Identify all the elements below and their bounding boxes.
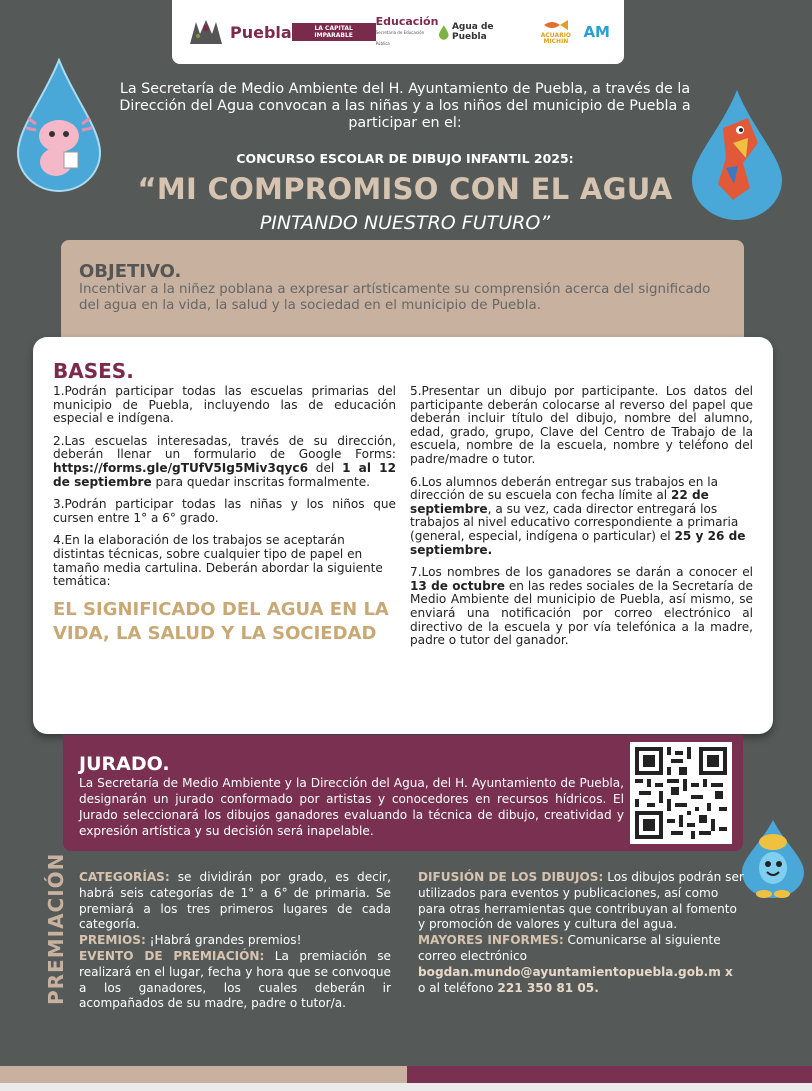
axolotl-water-drop-icon <box>14 58 104 193</box>
slogan-line-1: “MI COMPROMISO CON EL AGUA <box>137 172 673 206</box>
premiacion-vertical-title: PREMIACIÓN <box>44 852 68 1005</box>
contact-email[interactable]: bogdan.mundo@ayuntamientopuebla.gob.m x <box>418 964 733 979</box>
bases-item-7: 7.Los nombres de los ganadores se darán a conocer el 13 de octubre en las redes sociales de la Secretaría de Medio Ambiente del municipio de Puebla, así mismo, se enviará una notificación por correo electrónico al directivo de la escuela y por vía telefónica a la madre, padre o tutor del ganador. <box>410 565 753 648</box>
footer-wine-bar <box>407 1066 812 1083</box>
footer-light-strip <box>0 1083 812 1091</box>
acuario-logo <box>528 19 583 45</box>
bases-title: BASES. <box>53 359 134 383</box>
tema-heading: EL SIGNIFICADO DEL AGUA EN LA VIDA, LA SALUD Y LA SOCIEDAD <box>53 598 389 644</box>
qr-code[interactable] <box>630 742 732 844</box>
bases-item-1: 1.Podrán participar todas las escuelas primarias del municipio de Puebla, incluyendo las de educación especial e indígena. <box>53 384 396 426</box>
intro-text: La Secretaría de Medio Ambiente del H. Ayuntamiento de Puebla, a través de la Dirección del Agua convocan a las niñas y a los niños del municipio de Puebla a participar en el: <box>119 81 691 131</box>
objetivo-section <box>61 240 744 350</box>
slogan-line-2: PINTANDO NUESTRO FUTURO” <box>259 212 551 234</box>
acuario-fish-icon <box>542 19 570 31</box>
premios-paragraph: PREMIOS: ¡Habrá grandes premios! <box>79 933 302 948</box>
agua-de-puebla-logo <box>438 22 528 42</box>
drop-character-icon <box>736 818 810 900</box>
bases-item-5: 5.Presentar un dibujo por participante. Los datos del participante deberán colocarse al reverso del papel que deberán incluir título del dibujo, nombre del alumno, edad, grado, grupo, Clave del Centro de Trabajo de la escuela, nombre de la escuela, nombre y teléfono del padre/madre o tutor. <box>410 384 753 466</box>
contact-phone[interactable]: 221 350 81 05. <box>497 980 599 995</box>
educacion-logo <box>376 16 439 49</box>
informes-paragraph: MAYORES INFORMES: Comunicarse al siguiente correo electrónico bogdan.mundo@ayuntamientopuebla.gob.m x o al teléfono 221 350 81 05. <box>418 933 733 995</box>
puebla-logo <box>186 18 292 46</box>
google-forms-link[interactable]: https://forms.gle/gTUfV5Ig5Miv3qyc6 <box>53 460 308 475</box>
objetivo-title: OBJETIVO. <box>79 261 182 282</box>
jurado-title: JURADO. <box>79 753 170 775</box>
difusion-paragraph: DIFUSIÓN DE LOS DIBUJOS: Los dibujos podrán ser utilizados para eventos y publicaciones, así como para otras herramientas que contribuyan al fomento y promoción de valores y cultura del agua. <box>418 870 744 932</box>
bases-item-4: 4.En la elaboración de los trabajos se aceptarán distintas técnicas, sobre cualquier tipo de papel en tamaño media cartulina. Deberán abordar la siguiente temática: <box>53 533 383 589</box>
puebla-emblem-icon <box>186 18 226 46</box>
jurado-text: La Secretaría de Medio Ambiente y la Dirección del Agua, del H. Ayuntamiento de Puebla, designarán un jurado conformado por artistas y conocedores en recursos hídricos. El Jurado seleccionará los dibujos ganadores evaluando la técnica de dibujo, creatividad y expresión artística y su decisión será inapelable. <box>79 776 624 838</box>
categorias-paragraph: CATEGORÍAS: se dividirán por grado, es decir, habrá seis categorías de 1° a 6° de primaria. Se premiará a los tres primeros lugares de cada categoría. <box>79 870 391 932</box>
bases-right-column <box>410 385 753 657</box>
objetivo-text: Incentivar a la niñez poblana a expresar artísticamente su comprensión acerca del significado del agua en la vida, la salud y la sociedad en el municipio de Puebla. <box>79 282 711 313</box>
bases-item-3: 3.Podrán participar todas las niñas y los niños que cursen entre 1° a 6° grado. <box>53 497 396 525</box>
bases-item-2: 2.Las escuelas interesadas, través de su dirección, deberán llenar un formulario de Google Forms: https://forms.gle/gTUfV5Ig5Miv3qyc6 del 1 al 12 de septiembre para quedar inscritas formalmente. <box>53 433 396 489</box>
evento-paragraph: EVENTO DE PREMIACIÓN: La premiación se realizará en el lugar, fecha y hora que se convoque a los ganadores, los cuales deberán ir acompañados de su madre, padre o tutor/a. <box>79 948 391 1011</box>
acuario-word: ACUARIO MICHIN <box>540 32 572 45</box>
water-drop-icon <box>438 24 450 40</box>
educacion-sub: Secretaría de Educación Pública <box>375 29 425 46</box>
educacion-word: Educación <box>375 14 439 28</box>
premiacion-right-column <box>418 870 744 996</box>
contest-title: CONCURSO ESCOLAR DE DIBUJO INFANTIL 2025: <box>236 151 574 166</box>
bases-item-6: 6.Los alumnos deberán entregar sus trabajos en la dirección de su escuela con fecha límite al 22 de septiembre, a su vez, cada director entregará los trabajos al nivel educativo correspondiente a primaria (general, especial, indígena o particular) el 25 y 26 de septiembre. <box>410 474 746 557</box>
logo-bar <box>172 0 624 64</box>
am-logo: AM <box>583 23 610 41</box>
puebla-word: Puebla <box>230 22 292 42</box>
qr-code-icon <box>635 747 727 839</box>
agua-word: Agua de Puebla <box>451 22 494 42</box>
bases-left-column <box>53 385 396 657</box>
footer-beige-bar <box>0 1066 407 1083</box>
capital-logo: LA CAPITAL IMPARABLE <box>292 23 376 41</box>
premiacion-left-column <box>79 870 391 1012</box>
mascot-water-drop-icon <box>688 88 786 223</box>
bases-section <box>33 337 773 734</box>
